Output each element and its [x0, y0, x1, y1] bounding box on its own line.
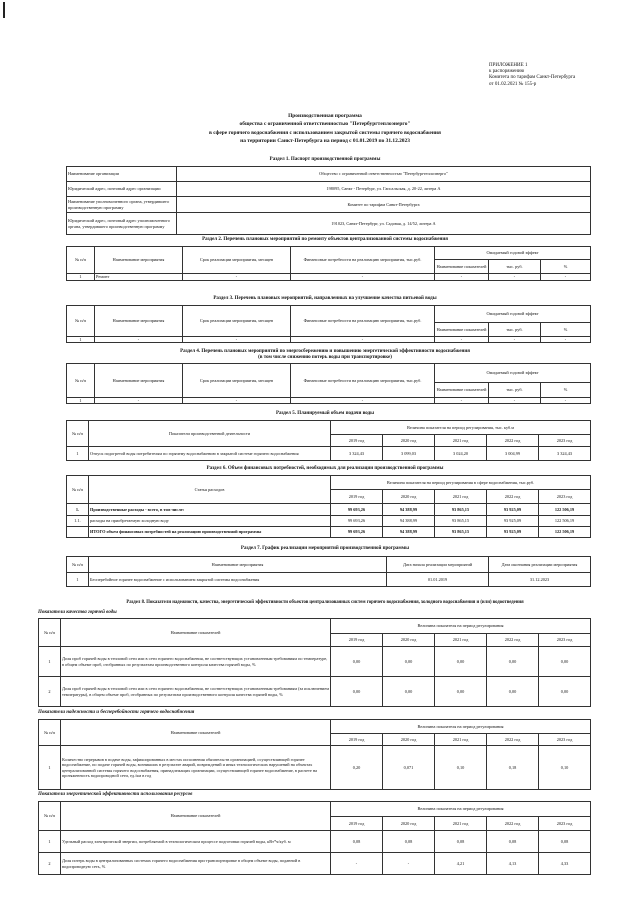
table-cell: 1 [39, 746, 61, 790]
table-header: тыс. руб. [489, 260, 541, 274]
section-3-title: Раздел 3. Перечень плановых мероприятий, направленных на улучшение качества питьевой воды [213, 296, 437, 301]
table-header: Дата начала реализации мероприятий [387, 557, 489, 573]
table-header: Величина показателя на период регулирования, тыс. куб.м [331, 421, 591, 435]
subsection-title: Показатели качества горячей воды [38, 610, 117, 615]
table-cell: 93 865,15 [435, 504, 487, 516]
table-cell: 99 693,26 [331, 527, 383, 538]
table-cell: 3 024,20 [435, 447, 487, 461]
table-cell: Доля проб горячей воды в тепловой сети или в сети горячего водоснабжения, не соответствующих установленным требованиям (за исключением температуры), в общем объеме проб, отобранных по результатам производственного контроля качества горячей воды, % [61, 677, 331, 707]
table-cell: - [95, 337, 183, 343]
year-header: 2022 год [487, 817, 539, 831]
year-header: 2021 год [435, 734, 487, 746]
table-cell: 2 [39, 853, 61, 875]
table-header: тыс. руб. [489, 323, 541, 337]
table-row [67, 213, 591, 235]
table-cell: 1 [67, 274, 95, 281]
table-cell: 94 388,99 [383, 516, 435, 527]
table-row [67, 182, 591, 197]
table-row [67, 197, 591, 213]
table-cell: Удельный расход электрической энергии, потребляемой в технологическом процессе подготовки горячей воды, кВт*ч/куб. м [61, 831, 331, 853]
table-header: № п/п [67, 247, 95, 274]
table-row [39, 831, 591, 853]
table-header: Наименование мероприятия [95, 247, 183, 274]
year-header: 2019 год [331, 435, 383, 447]
table-header: № п/п [67, 306, 95, 337]
quality-indicators-table [38, 618, 591, 707]
appendix-line: ПРИЛОЖЕНИЕ 1 [489, 63, 528, 68]
table-cell: Юридический адрес, почтовый адрес организации [67, 182, 177, 197]
table-header: Величина показателя на период регулирования [331, 802, 591, 817]
table-header: % [541, 323, 591, 337]
table-cell: 0,08 [435, 831, 487, 853]
table-cell [67, 527, 89, 538]
table-header: Наименование мероприятия [95, 306, 183, 337]
table-cell: 122 506,19 [539, 504, 591, 516]
table-cell: 0,00 [331, 647, 383, 677]
table-cell: - [541, 398, 591, 404]
table-header: № п/п [67, 364, 95, 398]
energy-saving-table [66, 363, 591, 404]
year-header: 2023 год [539, 734, 591, 746]
table-cell: 0,00 [331, 677, 383, 707]
table-cell: 93 925,09 [487, 527, 539, 538]
table-cell: 0,18 [487, 746, 539, 790]
year-header: 2021 год [435, 634, 487, 647]
table-row [39, 619, 591, 634]
table-header: № п/п [67, 421, 89, 447]
year-header: 2020 год [383, 817, 435, 831]
document-title [60, 112, 590, 146]
table-cell: - [489, 398, 541, 404]
table-cell: 0,00 [383, 647, 435, 677]
table-cell: Количество перерывов в подаче воды, зафиксированных в местах исполнения обязательств организацией, осуществляющей горячее водоснабжение, по подаче горячей воды, возникших в результате аварий, повреждений и иных технологических нарушений на объектах централизованной системы горячего водоснабжения, принадлежащих организации, осуществляющей горячее водоснабжение, в расчете на протяженность водопроводной сети, ед./км в год [61, 746, 331, 790]
table-row [67, 274, 591, 281]
table-cell: 0,00 [487, 647, 539, 677]
table-header: Наименование показателей [435, 323, 489, 337]
appendix-line: от 01.02.2021 № 155-р [489, 81, 537, 87]
table-cell: расходы на приобретаемую холодную воду [89, 516, 331, 527]
table-cell: ИТОГО объем финансовых потребностей на реализацию производственной программы [89, 527, 331, 538]
table-cell: 0,20 [331, 746, 383, 790]
table-cell: 0,08 [383, 831, 435, 853]
table-cell: 99 693,26 [331, 504, 383, 516]
table-cell: 93 865,15 [435, 516, 487, 527]
table-header: Наименование мероприятия [95, 364, 183, 398]
year-header: 2019 год [331, 817, 383, 831]
table-cell: 93 925,09 [487, 504, 539, 516]
table-row [39, 720, 591, 734]
table-row [67, 516, 591, 527]
table-row [67, 476, 591, 490]
table-cell: - [489, 274, 541, 281]
table-header: Ожидаемый годовой эффект [435, 364, 591, 383]
repair-table [66, 246, 591, 281]
water-volume-table [66, 420, 591, 461]
table-cell: 1 [67, 447, 89, 461]
table-header: Показатели производственной деятельности [89, 421, 331, 447]
title-line: Производственная программа [288, 113, 362, 119]
table-cell: 3 099,03 [383, 447, 435, 461]
table-header: Статья расходов [89, 476, 331, 504]
appendix-line: к распоряжению [489, 69, 525, 75]
section-1-title: Раздел 1. Паспорт производственной программы [269, 157, 381, 162]
table-cell: - [435, 398, 489, 404]
table-cell: - [541, 337, 591, 343]
table-header: Срок реализации мероприятия, месяцев [183, 247, 291, 274]
table-header: Наименование показателей [435, 260, 489, 274]
table-header: Финансовые потребности на реализацию мероприятия, тыс.руб. [291, 247, 435, 274]
table-header: Величина показателя на период регулирования [331, 619, 591, 634]
table-cell: Доля потерь воды в централизованных системах горячего водоснабжения при транспортировке в общем объеме воды, поданной в водопроводную сеть, % [61, 853, 331, 875]
table-cell: Доля проб горячей воды в тепловой сети или в сети горячего водоснабжения, не соответствующих установленным требованиям по температуре, в общем объеме проб, отобранных по результатам производственного контроля качества горячей воды, % [61, 647, 331, 677]
table-header: Величина показателя на период регулирования в сфере водоснабжения, тыс.руб. [331, 476, 591, 490]
table-cell: 1 [39, 831, 61, 853]
table-row [67, 398, 591, 404]
table-cell: 94 388,99 [383, 527, 435, 538]
table-cell: - [331, 853, 383, 875]
table-cell: 3 324,43 [539, 447, 591, 461]
table-row [39, 677, 591, 707]
table-header: Наименование показателей [61, 720, 331, 746]
table-cell: - [183, 398, 291, 404]
table-cell: - [291, 274, 435, 281]
section-2-title: Раздел 2. Перечень плановых мероприятий по ремонту объектов централизованной системы водоснабжения [202, 237, 448, 242]
table-header: Финансовые потребности на реализацию мероприятия, тыс.руб. [291, 306, 435, 337]
year-header: 2020 год [383, 490, 435, 504]
table-cell: 1.1. [67, 516, 89, 527]
appendix-line: Комитета по тарифам Санкт-Петербурга [489, 75, 576, 81]
table-header: № п/п [39, 720, 61, 746]
table-cell: - [183, 337, 291, 343]
table-cell: - [291, 398, 435, 404]
table-cell: 93 865,15 [435, 527, 487, 538]
section-5-title: Раздел 5. Планируемый объем подачи воды [275, 411, 375, 416]
table-cell: 0,071 [383, 746, 435, 790]
table-cell: Наименование уполномоченного органа, утвердившего производственную программу [67, 197, 177, 213]
table-header: № п/п [67, 476, 89, 504]
table-cell: - [435, 337, 489, 343]
table-cell: 0,00 [539, 647, 591, 677]
table-cell: Юридический адрес, почтовый адрес уполномоченного органа, утвердившего производственную программу [67, 213, 177, 235]
table-header: % [541, 260, 591, 274]
scan-mark [3, 2, 5, 18]
table-row [67, 504, 591, 516]
table-header: Ожидаемый годовой эффект [435, 306, 591, 323]
table-header: № п/п [39, 619, 61, 647]
subsection-title: Показатели энергетической эффективности использования ресурсов [38, 792, 193, 797]
table-header: Наименование мероприятия [89, 557, 387, 573]
table-header: Ожидаемый годовой эффект [435, 247, 591, 260]
table-cell: 31.12.2023 [489, 573, 591, 587]
table-cell: - [383, 853, 435, 875]
table-cell: - [435, 274, 489, 281]
table-cell: 3 324,43 [331, 447, 383, 461]
section-8-title: Раздел 8. Показатели надежности, качества, энергетической эффективности объектов централизованных систем горячего водоснабжения, холодного водоснабжения и (или) водоотведения [126, 600, 524, 605]
table-header: № п/п [67, 557, 89, 573]
table-cell: 0,08 [331, 831, 383, 853]
table-cell: 01.01.2019 [387, 573, 489, 587]
title-line: на территории Санкт-Петербурга на период с 01.01.2019 по 31.12.2023 [240, 138, 410, 145]
table-row [67, 527, 591, 538]
section-7-title: Раздел 7. График реализации мероприятий производственной программы [240, 546, 410, 551]
table-row [67, 557, 591, 573]
table-cell: 1 [67, 398, 95, 404]
table-cell: 4,21 [435, 853, 487, 875]
section-4-title: Раздел 4. Перечень плановых мероприятий по энергосбережению и повышению энергетической эффективности водоснабжения [180, 349, 470, 354]
table-cell: 1 [67, 573, 89, 587]
table-header: Срок реализации мероприятия, месяцев [183, 364, 291, 398]
table-cell: 4,33 [539, 853, 591, 875]
table-row [67, 306, 591, 323]
passport-table [66, 166, 591, 235]
table-cell: Наименование организации [67, 167, 177, 182]
table-cell: 0,08 [539, 831, 591, 853]
title-line: в сфере горячего водоснабжения с использованием закрытой системы горячего водоснабжения [209, 129, 441, 136]
table-row [67, 421, 591, 435]
table-cell: 1 [67, 337, 95, 343]
reliability-table [38, 719, 591, 790]
year-header: 2020 год [383, 734, 435, 746]
table-cell: - [95, 398, 183, 404]
table-cell: 0,10 [435, 746, 487, 790]
table-row [39, 853, 591, 875]
table-header: % [541, 383, 591, 398]
energy-efficiency-table [38, 801, 591, 875]
finance-table [66, 475, 591, 538]
appendix-header [489, 63, 637, 88]
table-cell: Ремонт [95, 274, 183, 281]
water-quality-table [66, 305, 591, 343]
table-cell: Бесперебойное горячее водоснабжение с использованием закрытой системы водоснабжения [89, 573, 387, 587]
table-cell: 3 004,99 [487, 447, 539, 461]
table-cell: 94 388,99 [383, 504, 435, 516]
table-cell: Комитет по тарифам Санкт-Петербурга [177, 197, 591, 213]
table-cell: 0,00 [487, 677, 539, 707]
table-cell: 1. [67, 504, 89, 516]
year-header: 2023 год [539, 490, 591, 504]
table-row [39, 802, 591, 817]
table-cell: 0,00 [435, 677, 487, 707]
table-header: Наименование показателей [61, 802, 331, 831]
subsection-title: Показатели надежности и бесперебойности горячего водоснабжения [38, 710, 195, 715]
table-cell: 191023, Санкт-Петербург, ул. Садовая, д. 14/52, литера А [177, 213, 591, 235]
year-header: 2019 год [331, 490, 383, 504]
year-header: 2020 год [383, 435, 435, 447]
schedule-table [66, 556, 591, 587]
table-row [39, 746, 591, 790]
table-row [67, 337, 591, 343]
table-cell: - [489, 337, 541, 343]
table-row [67, 167, 591, 182]
year-header: 2019 год [331, 634, 383, 647]
year-header: 2021 год [435, 490, 487, 504]
table-row [39, 647, 591, 677]
year-header: 2019 год [331, 734, 383, 746]
table-cell: 0,00 [383, 677, 435, 707]
year-header: 2020 год [383, 634, 435, 647]
table-cell: 93 925,09 [487, 516, 539, 527]
table-cell: - [183, 274, 291, 281]
year-header: 2021 год [435, 435, 487, 447]
table-cell: Общество с ограниченной ответственностью "Петербургтеплоэнерго" [177, 167, 591, 182]
table-header: Наименование показателей [61, 619, 331, 647]
table-row [67, 447, 591, 461]
year-header: 2022 год [487, 734, 539, 746]
year-header: 2023 год [539, 634, 591, 647]
table-cell: 0,08 [487, 831, 539, 853]
table-cell: 4,13 [487, 853, 539, 875]
year-header: 2022 год [487, 435, 539, 447]
table-cell: 0,00 [539, 677, 591, 707]
table-header: Величина показателя на период регулирования [331, 720, 591, 734]
year-header: 2022 год [487, 490, 539, 504]
table-row [67, 364, 591, 383]
year-header: 2023 год [539, 435, 591, 447]
table-header: Срок реализации мероприятия, месяцев [183, 306, 291, 337]
table-header: тыс. руб. [489, 383, 541, 398]
title-line: общества с ограниченной ответственностью "Петербургтеплоэнерго" [239, 121, 411, 128]
table-cell: Отпуск подогретой воды потребителям по горячему водоснабжению в закрытой системе горячего водоснабжения [89, 447, 331, 461]
table-cell: Производственные расходы - всего, в том числе: [89, 504, 331, 516]
table-row [67, 247, 591, 260]
table-cell: 1 [39, 647, 61, 677]
table-cell: 99 693,26 [331, 516, 383, 527]
table-header: Наименование показателей [435, 383, 489, 398]
table-cell: 198095, Санкт - Петербург, ул. Гапсальская, д. 20-22, литера А [177, 182, 591, 197]
table-header: Дата окончания реализации мероприятия [489, 557, 591, 573]
table-header: Финансовые потребности на реализацию мероприятия, тыс.руб. [291, 364, 435, 398]
year-header: 2021 год [435, 817, 487, 831]
table-cell: 0,00 [435, 647, 487, 677]
table-cell: 122 506,19 [539, 527, 591, 538]
table-cell: - [541, 274, 591, 281]
section-4-subtitle: (в том числе снижению потерь воды при транспортировке) [258, 355, 392, 360]
section-6-title: Раздел 6. Объем финансовых потребностей, необходимых для реализации производственной программы [206, 466, 444, 471]
table-row [67, 573, 591, 587]
table-cell: - [291, 337, 435, 343]
table-header: № п/п [39, 802, 61, 831]
table-cell: 122 506,19 [539, 516, 591, 527]
table-cell: 0,10 [539, 746, 591, 790]
table-cell: 2 [39, 677, 61, 707]
year-header: 2023 год [539, 817, 591, 831]
year-header: 2022 год [487, 634, 539, 647]
